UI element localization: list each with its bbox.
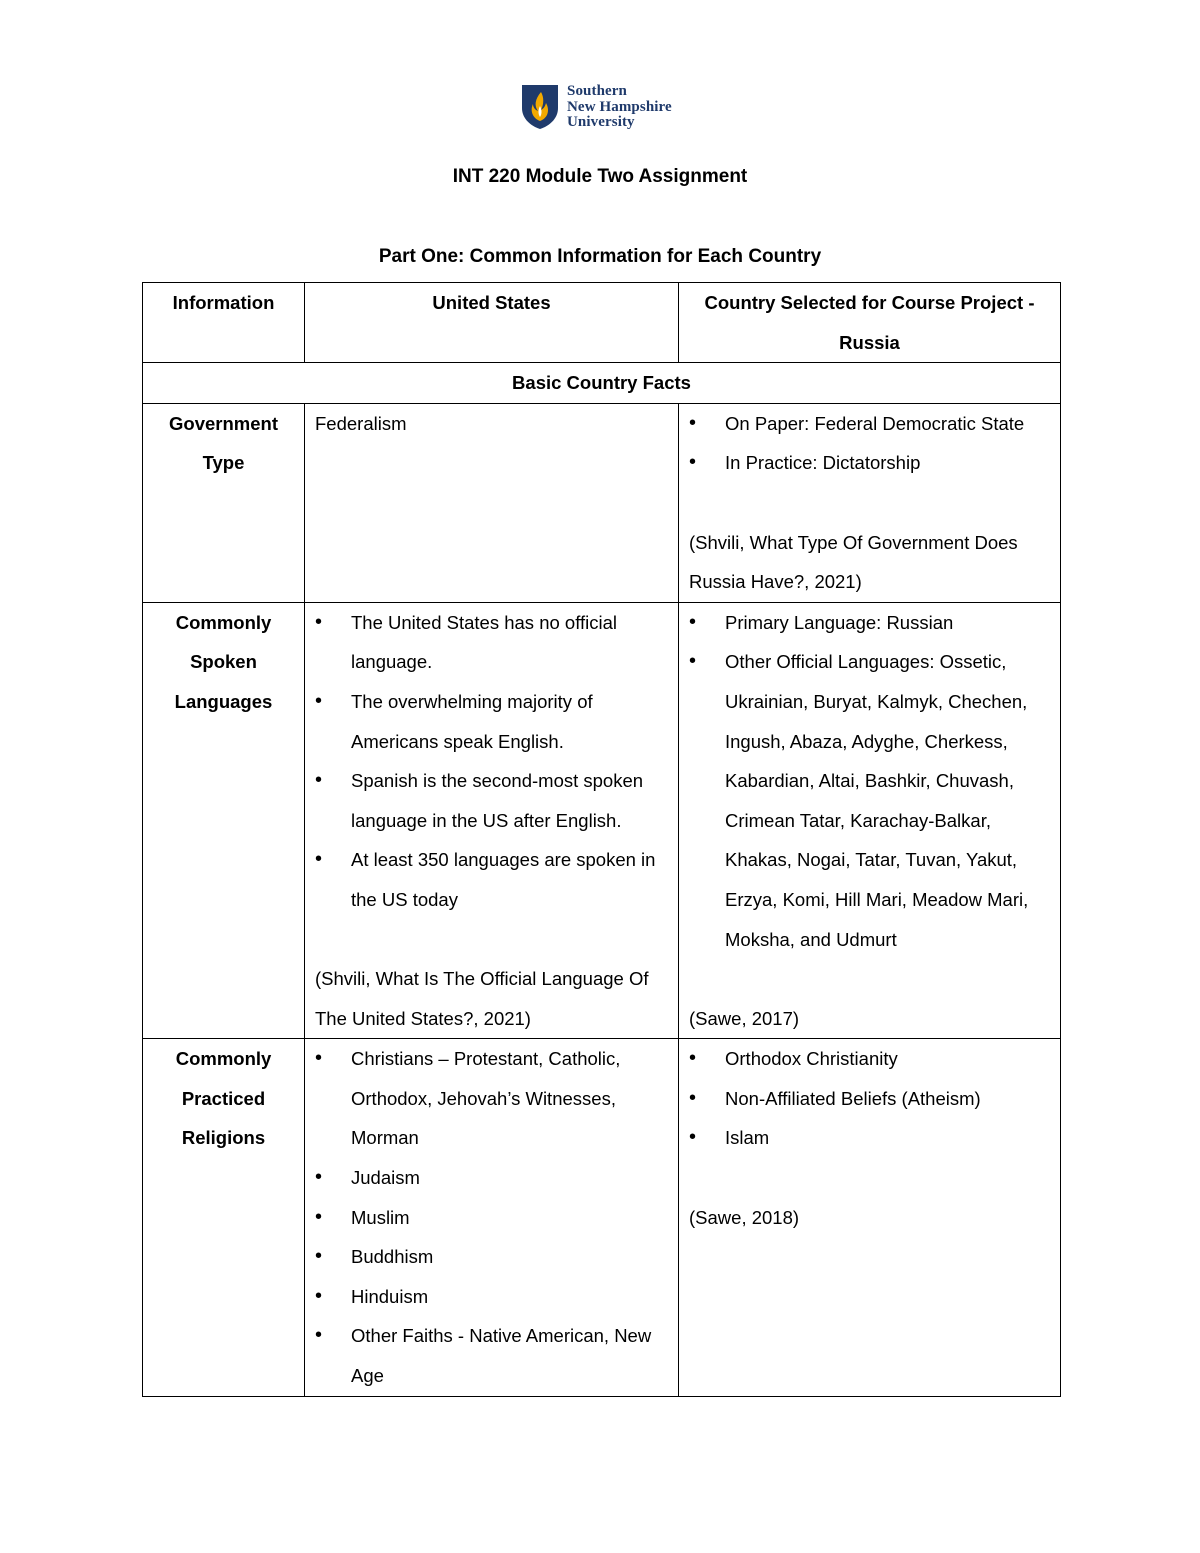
section-heading: Basic Country Facts bbox=[143, 363, 1061, 404]
logo-wordmark bbox=[567, 84, 672, 131]
section-row bbox=[143, 363, 1061, 404]
document-title: INT 220 Module Two Assignment bbox=[452, 166, 748, 187]
citation: (Sawe, 2017) bbox=[689, 1007, 800, 1029]
list-item: • In Practice: Dictatorship bbox=[689, 443, 1050, 483]
row-label-government-type: Government Type bbox=[143, 403, 305, 602]
list-item: • The overwhelming majority of Americans speak English. bbox=[315, 682, 668, 761]
russia-government-cell bbox=[679, 403, 1061, 602]
logo-line-1: Southern bbox=[567, 83, 627, 99]
list-item: • At least 350 languages are spoken in the US today bbox=[315, 840, 668, 919]
us-religions-list bbox=[315, 1039, 668, 1395]
header-united-states: United States bbox=[305, 283, 679, 363]
spacer bbox=[689, 959, 1050, 999]
list-item: • The United States has no official language. bbox=[315, 603, 668, 682]
us-religions-cell bbox=[305, 1039, 679, 1396]
table-row bbox=[143, 403, 1061, 602]
list-item: • Spanish is the second-most spoken language in the US after English. bbox=[315, 761, 668, 840]
table-row bbox=[143, 1039, 1061, 1396]
list-item: • Primary Language: Russian bbox=[689, 603, 1050, 643]
list-item: • Other Official Languages: Ossetic, Ukrainian, Buryat, Kalmyk, Chechen, Ingush, Abaza, Adyghe, Cherkess, Kabardian, Altai, Bashkir, Chuvash, Crimean Tatar, Karachay-Balkar, Khakas, Nogai, Tatar, Tuvan, Yakut, Erzya, Komi, Hill Mari, Meadow Mari, Moksha, and Udmurt bbox=[689, 642, 1050, 959]
row-label-religions: Commonly Practiced Religions bbox=[143, 1039, 305, 1396]
citation: (Shvili, What Type Of Government Does Russia Have?, 2021) bbox=[689, 531, 1018, 593]
logo-line-3: University bbox=[567, 114, 635, 130]
russia-religions-cell bbox=[679, 1039, 1061, 1396]
list-item: • On Paper: Federal Democratic State bbox=[689, 404, 1050, 444]
list-item: • Christians – Protestant, Catholic, Orthodox, Jehovah’s Witnesses, Morman bbox=[315, 1039, 668, 1158]
russia-languages-list bbox=[689, 603, 1050, 959]
us-languages-cell bbox=[305, 602, 679, 1039]
list-item: • Orthodox Christianity bbox=[689, 1039, 1050, 1079]
us-government-text: Federalism bbox=[315, 412, 407, 434]
citation: (Sawe, 2018) bbox=[689, 1206, 800, 1228]
list-item: • Buddhism bbox=[315, 1237, 668, 1277]
russia-government-list bbox=[689, 404, 1050, 483]
country-facts-table bbox=[142, 282, 1061, 1397]
university-logo bbox=[521, 84, 672, 131]
citation: (Shvili, What Is The Official Language Of The United States?, 2021) bbox=[315, 968, 649, 1029]
list-item: • Islam bbox=[689, 1118, 1050, 1158]
list-item: • Other Faiths - Native American, New Age bbox=[315, 1316, 668, 1395]
spacer bbox=[689, 1158, 1050, 1198]
table-header-row bbox=[143, 283, 1061, 363]
russia-languages-cell bbox=[679, 602, 1061, 1039]
list-item: • Hinduism bbox=[315, 1277, 668, 1317]
us-languages-list bbox=[315, 603, 668, 920]
logo-line-2: New Hampshire bbox=[567, 98, 672, 115]
spacer bbox=[689, 483, 1050, 523]
spacer bbox=[315, 920, 668, 960]
list-item: • Judaism bbox=[315, 1158, 668, 1198]
table-row bbox=[143, 602, 1061, 1039]
header-selected-country: Country Selected for Course Project - Russia bbox=[679, 283, 1061, 363]
russia-religions-list bbox=[689, 1039, 1050, 1158]
list-item: • Muslim bbox=[315, 1198, 668, 1238]
row-label-languages: Commonly Spoken Languages bbox=[143, 602, 305, 1039]
shield-flame-icon bbox=[521, 84, 559, 130]
part-title: Part One: Common Information for Each Country bbox=[378, 246, 822, 267]
list-item: • Non-Affiliated Beliefs (Atheism) bbox=[689, 1079, 1050, 1119]
us-government-cell bbox=[305, 403, 679, 602]
header-information: Information bbox=[143, 283, 305, 363]
